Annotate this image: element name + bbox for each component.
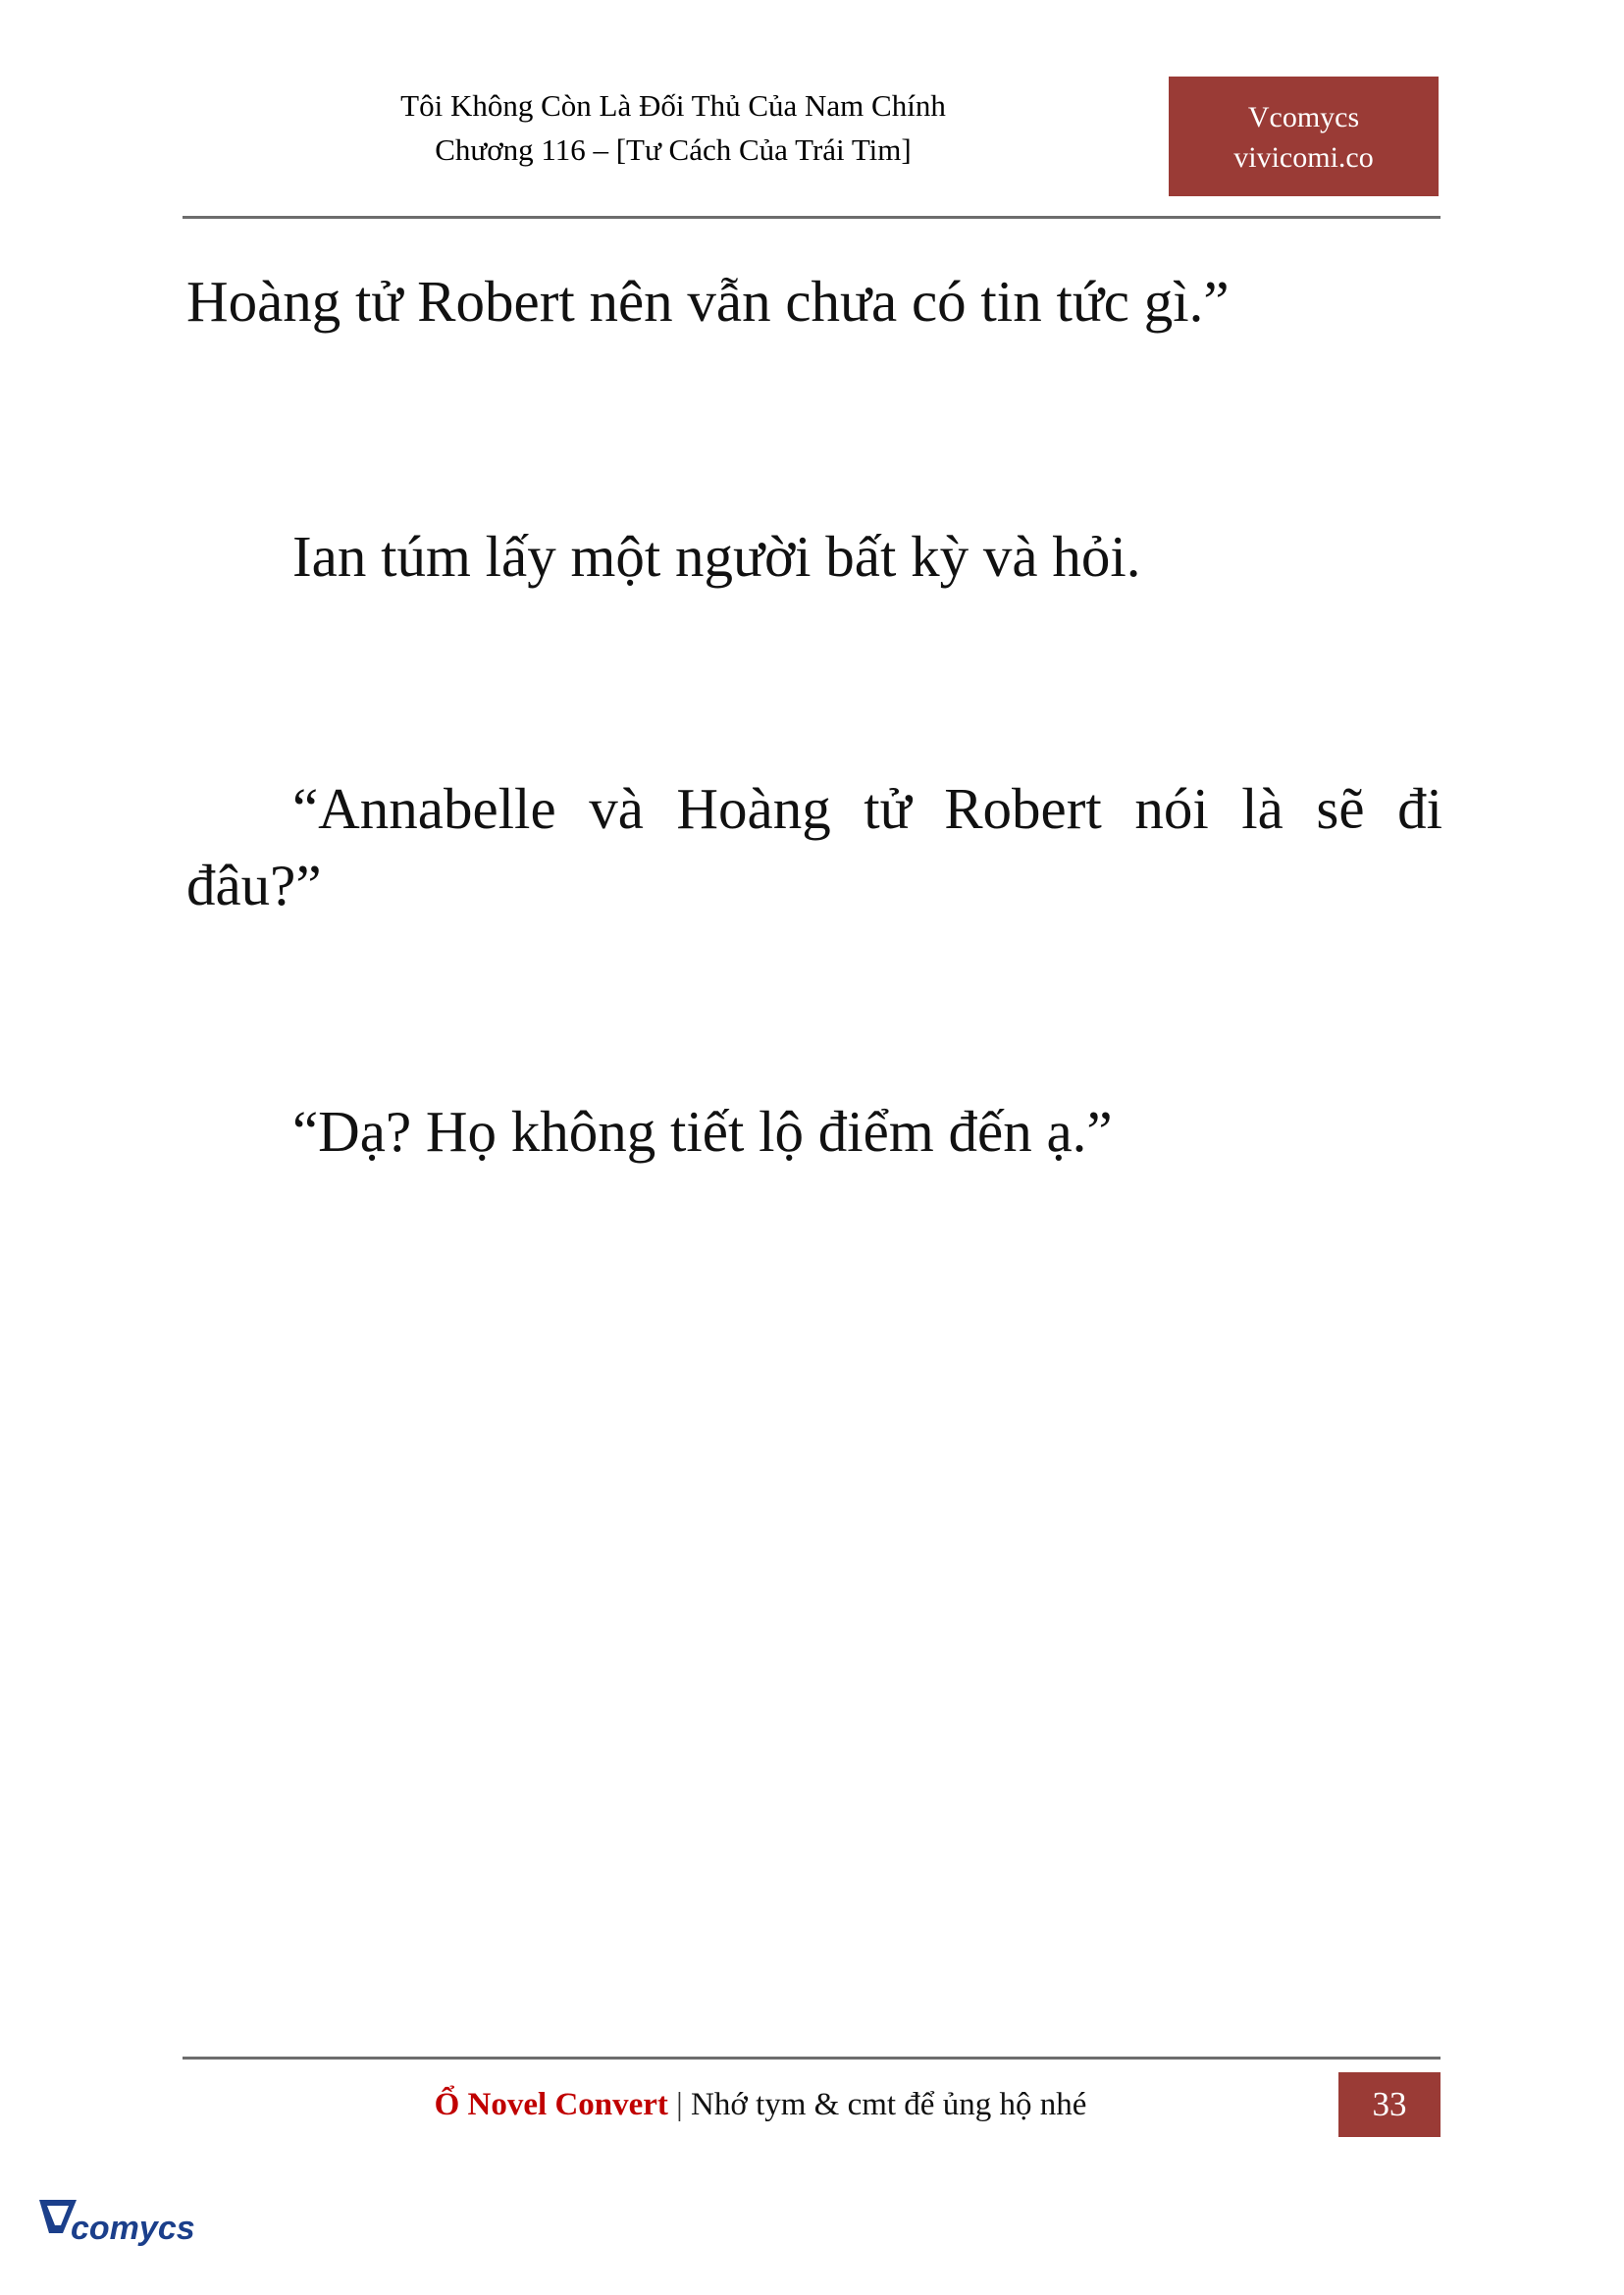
paragraph-spacer	[186, 430, 1442, 518]
paragraph: Ian túm lấy một người bất kỳ và hỏi.	[292, 524, 1141, 590]
site-badge	[1169, 77, 1439, 196]
page-header	[183, 84, 1439, 210]
page-content	[186, 263, 1442, 1170]
paragraph: “Dạ? Họ không tiết lộ điểm đến ạ.”	[292, 1098, 1113, 1164]
paragraph-spacer	[186, 1015, 1442, 1093]
chapter-title: Chương 116 – [Tư Cách Của Trái Tim]	[435, 131, 912, 167]
paragraph: “Annabelle và Hoàng tử Robert nói là sẽ đi đâu?”	[186, 775, 1442, 918]
footer-credit	[183, 2076, 1338, 2133]
page-footer	[183, 2072, 1441, 2137]
footer-divider	[183, 2057, 1441, 2060]
page-number: 33	[1338, 2072, 1441, 2137]
footer-note: Nhớ tym & cmt để ủng hộ nhé	[691, 2087, 1087, 2122]
novel-title: Tôi Không Còn Là Đối Thủ Của Nam Chính	[400, 88, 946, 123]
footer-separator: |	[676, 2087, 683, 2122]
header-title-block	[183, 84, 1164, 173]
footer-brand: Ổ Novel Convert	[434, 2087, 668, 2122]
vcomycs-logo-icon	[33, 2190, 259, 2267]
paragraph: Hoàng tử Robert nên vẫn chưa có tin tức gì.”	[186, 269, 1230, 334]
svg-text:comycs: comycs	[71, 2210, 195, 2247]
vcomycs-logo	[33, 2190, 259, 2267]
paragraph-spacer	[186, 686, 1442, 770]
header-divider	[183, 216, 1441, 219]
site-badge-name: Vcomycs	[1247, 101, 1360, 133]
site-badge-url: vivicomi.co	[1233, 140, 1374, 174]
